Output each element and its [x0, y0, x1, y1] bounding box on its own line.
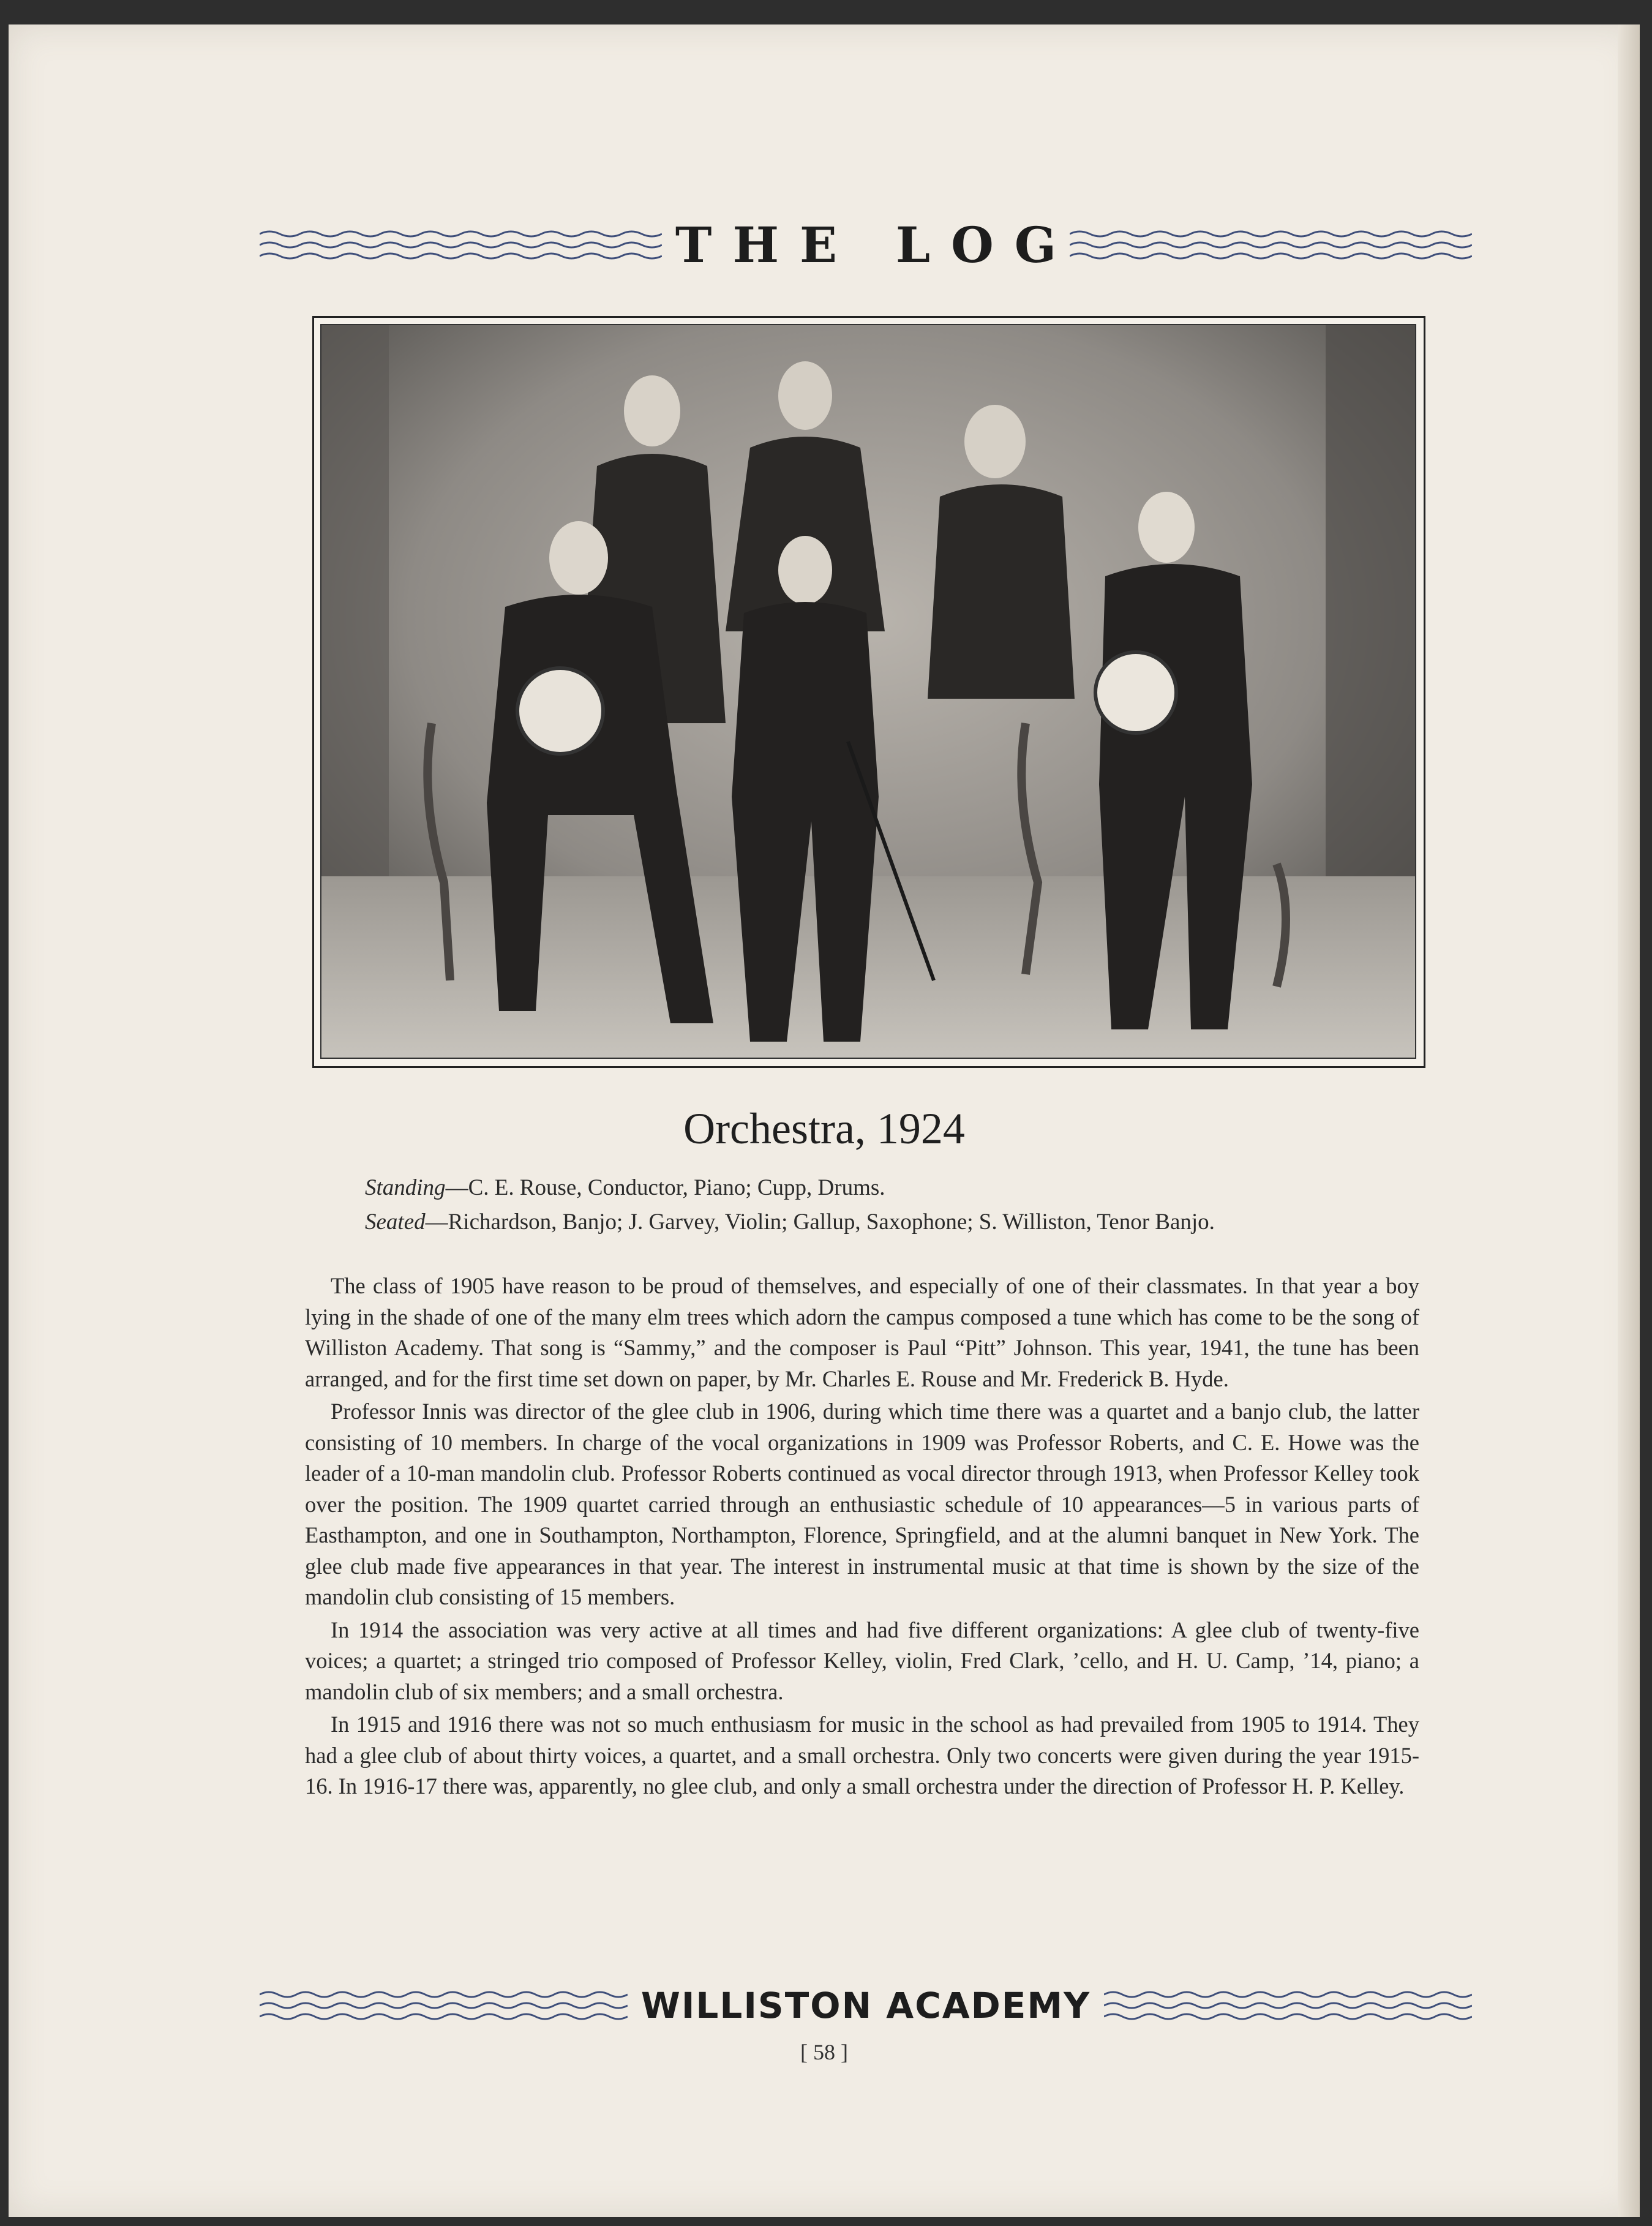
- caption-standing: [365, 1175, 885, 1201]
- photo-frame: [312, 316, 1425, 1068]
- caption-seated: [365, 1209, 1215, 1235]
- wave-ornament-left: [260, 227, 662, 263]
- standing-label: Standing: [365, 1175, 446, 1200]
- seated-label: Seated: [365, 1209, 426, 1235]
- wave-ornament-right: [1104, 1987, 1472, 2024]
- paragraph: Professor Innis was director of the glee club in 1906, during which time there was a quartet and a banjo club, the latter consisting of 10 members. In charge of the vocal organizations in 1909 was Professor Roberts, and C. E. Howe was the leader of a 10-man mandolin club. Professor Roberts continued as vocal director through 1913, when Professor Kelley took over the position. The 1909 quartet carried through an enthusiastic schedule of 10 appearances—5 in various parts of Easthampton, and one in Southampton, Northampton, Florence, Springfield, and at the alumni banquet in New York. The glee club made five appearances in that year. The interest in instrumental music at that time is shown by the size of the mandolin club consisting of 15 members.: [305, 1399, 1419, 1609]
- wave-ornament-left: [260, 1987, 628, 2024]
- seated-names: —Richardson, Banjo; J. Garvey, Violin; Gallup, Saxophone; S. Williston, Tenor Banjo.: [425, 1209, 1215, 1235]
- paragraph: The class of 1905 have reason to be proud of themselves, and especially of one of their classmates. In that year a boy lying in the shade of one of the many elm trees which adorn the campus composed a tune which has come to be the song of Williston Academy. That song is “Sammy,” and the composer is Paul “Pitt” Johnson. This year, 1941, the tune has been arranged, and for the first time set down on paper, by Mr. Charles E. Rouse and Mr. Frederick B. Hyde.: [305, 1273, 1419, 1391]
- photo-caption-title: Orchestra, 1924: [683, 1104, 965, 1153]
- page-footer: [260, 1981, 1472, 2030]
- wave-ornament-right: [1070, 227, 1472, 263]
- page-number: [ 58 ]: [800, 2040, 848, 2064]
- group-portrait-photo: [320, 324, 1416, 1059]
- header-title: THE LOG: [675, 216, 1078, 274]
- standing-names: —C. E. Rouse, Conductor, Piano; Cupp, Drums.: [445, 1175, 885, 1200]
- footer-title: WILLISTON ACADEMY: [640, 1985, 1091, 2026]
- page-header: [260, 217, 1472, 273]
- yearbook-page: [9, 24, 1640, 2217]
- paragraph: In 1914 the association was very active at all times and had five different organizations: A glee club of twenty-five voices; a quartet; a stringed trio composed of Professor Kelley, violin, Fred Clark, ’cello, and H. U. Camp, ’14, piano; a mandolin club of six members; and a small orchestra.: [305, 1617, 1419, 1704]
- article-body: [305, 1271, 1419, 1804]
- paragraph: In 1915 and 1916 there was not so much enthusiasm for music in the school as had prevailed from 1905 to 1914. They had a glee club of about thirty voices, a quartet, and a small orchestra. Only two concerts were given during the year 1915-16. In 1916-17 there was, apparently, no glee club, and only a small orchestra under the direction of Professor H. P. Kelley.: [305, 1712, 1419, 1799]
